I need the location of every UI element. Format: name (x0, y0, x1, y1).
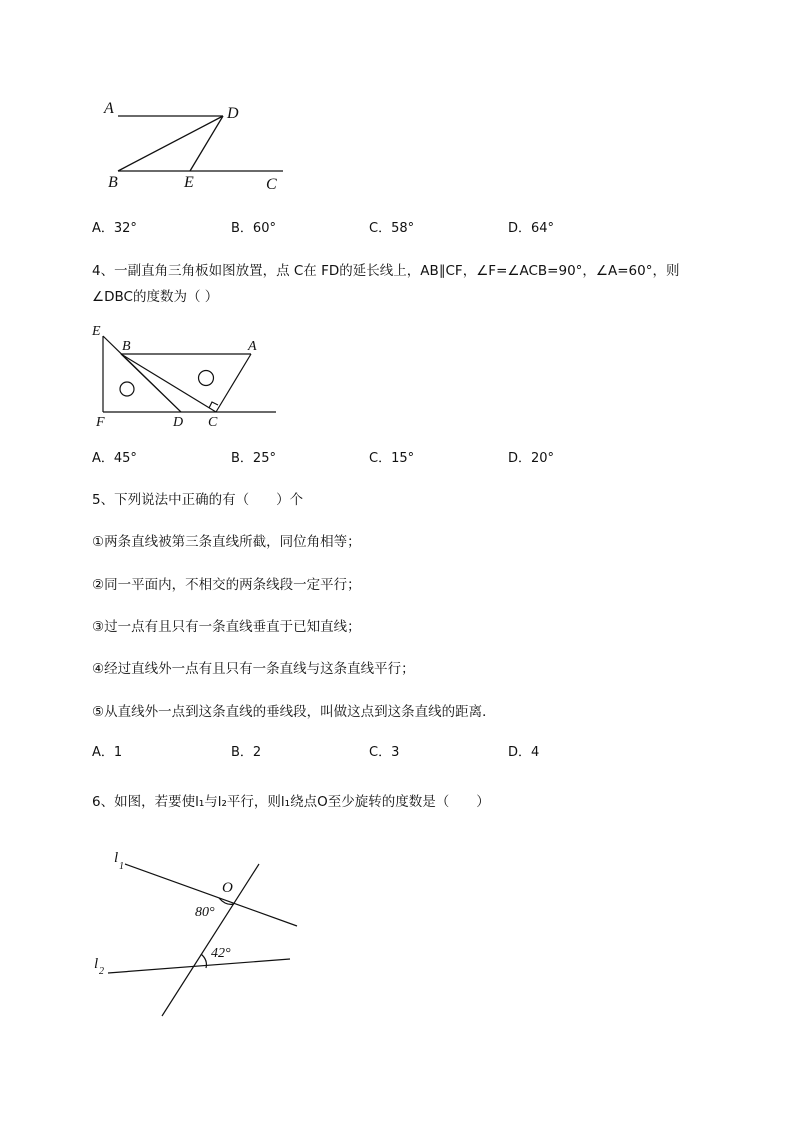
figure-q6 (88, 842, 318, 1024)
q4-label-B: B (122, 339, 131, 354)
q5-item-1: ①两条直线被第三条直线所截，同位角相等； (92, 534, 361, 550)
q6-label-l2: l (94, 956, 99, 972)
q5-item-3: ③过一点有且只有一条直线垂直于已知直线； (92, 619, 361, 635)
label-D: D (227, 105, 239, 122)
q6-label-l2-sub: 2 (99, 966, 104, 977)
q6-label-l1: l (114, 850, 119, 866)
label-A: A (104, 100, 114, 117)
q5-item-5: ⑤从直线外一点到这条直线的垂线段，叫做这点到这条直线的距离． (92, 704, 496, 720)
label-B: B (108, 174, 118, 191)
q6-angle-42: 42° (211, 946, 231, 961)
q4-label-A: A (248, 339, 257, 354)
q5-item-2: ②同一平面内，不相交的两条线段一定平行； (92, 577, 361, 593)
q5-option-c: C．3 (369, 745, 400, 760)
q4-option-c: C．15° (369, 451, 415, 466)
q4-label-C: C (208, 415, 218, 430)
q5-option-d: D．4 (508, 745, 540, 760)
q6-label-O: O (222, 880, 233, 896)
q4-label-D: D (173, 415, 184, 430)
label-C: C (266, 176, 277, 193)
q3-option-d: D．64° (508, 221, 555, 236)
q5-stem: 5、下列说法中正确的有（ ）个 (92, 492, 304, 508)
label-E: E (184, 174, 194, 191)
q3-option-b: B．60° (231, 221, 276, 236)
q4-option-d: D．20° (508, 451, 555, 466)
q3-option-a: A．32° (92, 221, 137, 236)
q4-option-a: A．45° (92, 451, 137, 466)
figure-q3 (90, 92, 310, 202)
q5-option-a: A．1 (92, 745, 123, 760)
q4-label-F: F (96, 415, 105, 430)
q4-stem-line1: 4、一副直角三角板如图放置，点 C在 FD的延长线上，AB∥CF，∠F=∠ACB=90°，∠A=60°，则 (92, 263, 680, 279)
q6-angle-80: 80° (195, 905, 215, 920)
q4-stem-line2: ∠DBC的度数为（ ） (92, 289, 219, 305)
q6-stem: 6、如图，若要使l₁与l₂平行，则l₁绕点O至少旋转的度数是（ ） (92, 794, 490, 810)
q6-label-l1-sub: 1 (119, 861, 124, 872)
q5-item-4: ④经过直线外一点有且只有一条直线与这条直线平行； (92, 661, 415, 677)
q4-label-E: E (92, 324, 101, 339)
q5-option-b: B．2 (231, 745, 262, 760)
q4-option-b: B．25° (231, 451, 276, 466)
figure-q4 (88, 320, 288, 432)
q3-option-c: C．58° (369, 221, 415, 236)
